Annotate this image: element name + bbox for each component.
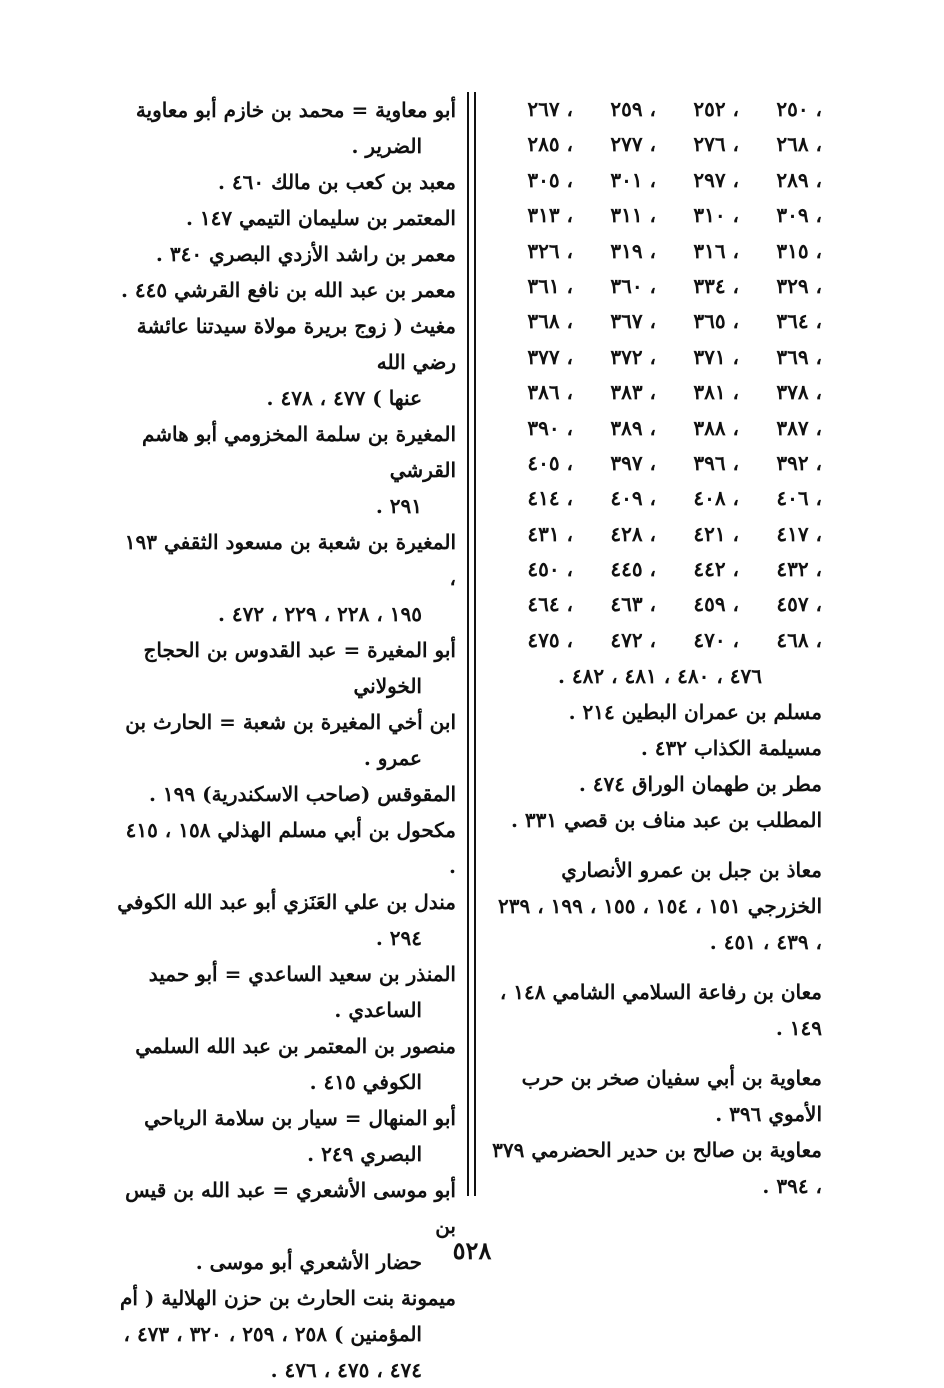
page-reference-number: ٣٩٧ ، — [610, 450, 656, 475]
page-reference-number: ٣١٦ ، — [693, 238, 739, 263]
page-reference-number: ٤٧٠ ، — [693, 627, 739, 652]
page-reference-number: ٣٧٨ ، — [776, 380, 822, 405]
index-entry — [114, 632, 456, 704]
page-reference-number: ٤٦٤ ، — [527, 592, 573, 617]
index-entry-continuation: ٢٩١ . — [375, 494, 422, 518]
page-reference-number: ٤٠٥ ، — [527, 450, 573, 475]
page-reference-number: ٤٣٢ ، — [776, 557, 822, 582]
page-reference-number: ٣٩٦ ، — [693, 450, 739, 475]
column-divider-line — [474, 92, 476, 1196]
page-reference-number: ٣٠٥ ، — [527, 167, 573, 192]
index-entry — [114, 200, 456, 236]
page-reference-number: ٣٦٩ ، — [776, 344, 822, 369]
index-entry — [114, 524, 456, 632]
index-column-right — [490, 92, 822, 1204]
index-entry-head: أبو المغيرة = عبد القدوس بن الحجاج — [143, 638, 456, 662]
page-reference-last-line: ٤٧٦ ، ٤٨٠ ، ٤٨١ ، ٤٨٢ . — [557, 664, 762, 689]
page-reference-number: ٣٢٦ ، — [527, 238, 573, 263]
page-reference-number: ٤٢٨ ، — [610, 521, 656, 546]
page-reference-number: ٣٨٣ ، — [610, 380, 656, 405]
index-entry-continuation: الضرير . — [351, 134, 422, 158]
index-entry: مطر بن طهمان الوراق ٤٧٤ . — [578, 772, 822, 797]
index-entry — [114, 776, 456, 812]
index-entry-head: المغيرة بن سلمة المخزومي أبو هاشم القرشي — [141, 422, 456, 482]
index-entry: معاوية بن صالح بن حدير الحضرمي ٣٧٩ ، ٣٩٤ . — [492, 1138, 822, 1199]
index-entry: معاوية بن أبي سفيان صخر بن حرب الأموي ٣٩٦ . — [521, 1066, 822, 1127]
index-entry-head: المنذر بن سعيد الساعدي = أبو حميد — [148, 962, 456, 986]
page-reference-number: ٣١٠ ، — [693, 203, 739, 228]
index-entry-head: ابن أخي المغيرة بن شعبة = الحارث بن — [125, 710, 456, 734]
page-reference-number: ٢٥٢ ، — [693, 97, 739, 121]
index-entry-continuation: عنها ) ٤٧٧ ، ٤٧٨ . — [266, 386, 422, 410]
index-entry-head: معمر بن عبد الله بن نافع القرشي ٤٤٥ . — [120, 278, 456, 302]
index-entry: المطلب بن عبد مناف بن قصي ٣٣١ . — [510, 808, 822, 833]
index-entry-head: المقوقس (صاحب الاسكندرية) ١٩٩ . — [148, 782, 456, 806]
index-entry-continuation: البصري ٢٤٩ . — [307, 1142, 422, 1166]
right-entries-list — [490, 694, 822, 1204]
page-reference-number: ٣٨٩ ، — [610, 415, 656, 440]
page-reference-number: ٤١٤ ، — [527, 486, 573, 511]
page-reference-number: ٢٥٩ ، — [610, 97, 656, 121]
page-number: ٥٢٨ — [452, 1236, 492, 1265]
index-entry-head: معمر بن راشد الأزدي البصري ٣٤٠ . — [155, 242, 456, 266]
index-entry-head: أبو معاوية = محمد بن خازم أبو معاوية — [135, 98, 456, 122]
page-reference-number: ٤٢١ ، — [693, 521, 739, 546]
index-entry: معاذ بن جبل بن عمرو الأنصاري الخزرجي ١٥١ ، ١٥٤ ، ١٥٥ ، ١٩٩ ، ٢٣٩ ، ٤٣٩ ، ٤٥١ . — [498, 858, 822, 955]
page-reference-number: ٢٨٩ ، — [776, 167, 822, 192]
index-entry-head: مغيث ( زوج بريرة مولاة سيدتنا عائشة رضي الله — [136, 314, 456, 374]
page-reference-number: ٤٧٥ ، — [527, 627, 573, 652]
page-reference-number: ٤٦٣ ، — [610, 592, 656, 617]
page-reference-number: ٢٦٧ ، — [527, 97, 573, 121]
page-reference-number: ٤٠٨ ، — [693, 486, 739, 511]
page-reference-number: ٣٦٧ ، — [610, 309, 656, 334]
index-entry — [114, 236, 456, 272]
page-reference-number: ٣٠٩ ، — [776, 203, 822, 228]
page-reference-number: ٤٤٢ ، — [693, 557, 739, 582]
page-reference-number: ٢٥٠ ، — [776, 97, 822, 121]
index-entry — [114, 308, 456, 416]
index-entry-head: أبو المنهال = سيار بن سلامة الرياحي — [144, 1106, 456, 1130]
index-entry-continuation: حضار الأشعري أبو موسى . — [195, 1250, 422, 1274]
page-reference-number: ٣٨٦ ، — [527, 380, 573, 405]
page-reference-number: ٣٦٤ ، — [776, 309, 822, 334]
index-entry-head: ميمونة بنت الحارث بن حزن الهلالية ( أم — [120, 1286, 456, 1310]
index-entry — [114, 1028, 456, 1100]
page-reference-number: ٣٩٢ ، — [776, 450, 822, 475]
page-reference-number: ٣٦٨ ، — [527, 309, 573, 334]
index-entry — [114, 416, 456, 524]
index-entry: معان بن رفاعة السلامي الشامي ١٤٨ ، ١٤٩ . — [499, 980, 822, 1041]
column-divider-line — [467, 92, 469, 1196]
page-reference-grid — [490, 92, 822, 658]
page-reference-number: ٤٤٥ ، — [610, 557, 656, 582]
index-entry-head: منصور بن المعتمر بن عبد الله السلمي — [135, 1034, 456, 1058]
index-entry — [114, 1100, 456, 1172]
page-reference-number: ٢٧٦ ، — [693, 132, 739, 157]
page-reference-number: ٢٧٧ ، — [610, 132, 656, 157]
page-reference-number: ٤٦٨ ، — [776, 627, 822, 652]
page-reference-number: ٣٦٥ ، — [693, 309, 739, 334]
page-reference-number: ٣٧٢ ، — [610, 344, 656, 369]
index-entry — [114, 1280, 456, 1388]
page-reference-number: ٣٣٤ ، — [693, 273, 739, 298]
index-entry-head: مكحول بن أبي مسلم الهذلي ١٥٨ ، ٤١٥ . — [125, 818, 456, 878]
index-entry-continuation: الكوفي ٤١٥ . — [309, 1070, 422, 1094]
page-reference-number: ٤٥٧ ، — [776, 592, 822, 617]
page-reference-number: ٣٨٨ ، — [693, 415, 739, 440]
page-reference-number: ٣٨٧ ، — [776, 415, 822, 440]
index-entry-continuation: عمرو . — [363, 746, 422, 770]
index-entry-continuation: الساعدي . — [334, 998, 422, 1022]
index-entry-head: المعتمر بن سليمان التيمي ١٤٧ . — [185, 206, 456, 230]
page-reference-number: ٤٠٦ ، — [776, 486, 822, 511]
page-reference-number: ٤٥٩ ، — [693, 592, 739, 617]
index-column-left — [114, 92, 456, 1388]
page-reference-number: ٢٦٨ ، — [776, 132, 822, 157]
index-entry — [114, 272, 456, 308]
index-entry — [114, 812, 456, 884]
page-reference-number: ٣٠١ ، — [610, 167, 656, 192]
index-entry: مسيلمة الكذاب ٤٣٢ . — [640, 736, 822, 761]
index-entry-head: المغيرة بن شعبة بن مسعود الثقفي ١٩٣ ، — [124, 530, 456, 590]
page-reference-number: ٤٣١ ، — [527, 521, 573, 546]
page-reference-number: ٣٧٧ ، — [527, 344, 573, 369]
page-reference-number: ٣١١ ، — [610, 203, 656, 228]
index-entry — [114, 92, 456, 164]
index-entry: مسلم بن عمران البطين ٢١٤ . — [568, 700, 822, 725]
page-reference-number: ٣١٥ ، — [776, 238, 822, 263]
page-reference-number: ٤٧٢ ، — [610, 627, 656, 652]
index-entry-head: مندل بن علي العَنَزي أبو عبد الله الكوفي — [117, 890, 456, 914]
index-entry-continuation: ١٩٥ ، ٢٢٨ ، ٢٢٩ ، ٤٧٢ . — [217, 602, 422, 626]
page-reference-number: ٣٦١ ، — [527, 273, 573, 298]
page-reference-number: ٣٨١ ، — [693, 380, 739, 405]
index-entry — [114, 956, 456, 1028]
page-reference-number: ٤٠٩ ، — [610, 486, 656, 511]
page-reference-number: ٢٨٥ ، — [527, 132, 573, 157]
index-entry-head: معبد بن كعب بن مالك ٤٦٠ . — [217, 170, 456, 194]
index-entry — [114, 704, 456, 776]
index-entry — [114, 164, 456, 200]
page-reference-number: ٣٦٠ ، — [610, 273, 656, 298]
index-entry-head: أبو موسى الأشعري = عبد الله بن قيس بن — [125, 1178, 456, 1238]
page-reference-number: ٣٢٩ ، — [776, 273, 822, 298]
index-entry-continuation: الخولاني — [353, 674, 422, 698]
index-entry — [114, 884, 456, 956]
index-entry-continuation: ٢٩٤ . — [375, 926, 422, 950]
page-reference-number: ٤٥٠ ، — [527, 557, 573, 582]
page-reference-number: ٣١٣ ، — [527, 203, 573, 228]
page-reference-number: ٢٩٧ ، — [693, 167, 739, 192]
page-reference-number: ٤١٧ ، — [776, 521, 822, 546]
page-reference-number: ٣٧١ ، — [693, 344, 739, 369]
index-entry-continuation: المؤمنين ) ٢٥٨ ، ٢٥٩ ، ٣٢٠ ، ٤٧٣ ، ٤٧٤ ، ٤٧٥ ، ٤٧٦ . — [123, 1322, 422, 1382]
page-reference-number: ٣٩٠ ، — [527, 415, 573, 440]
page-reference-number: ٣١٩ ، — [610, 238, 656, 263]
